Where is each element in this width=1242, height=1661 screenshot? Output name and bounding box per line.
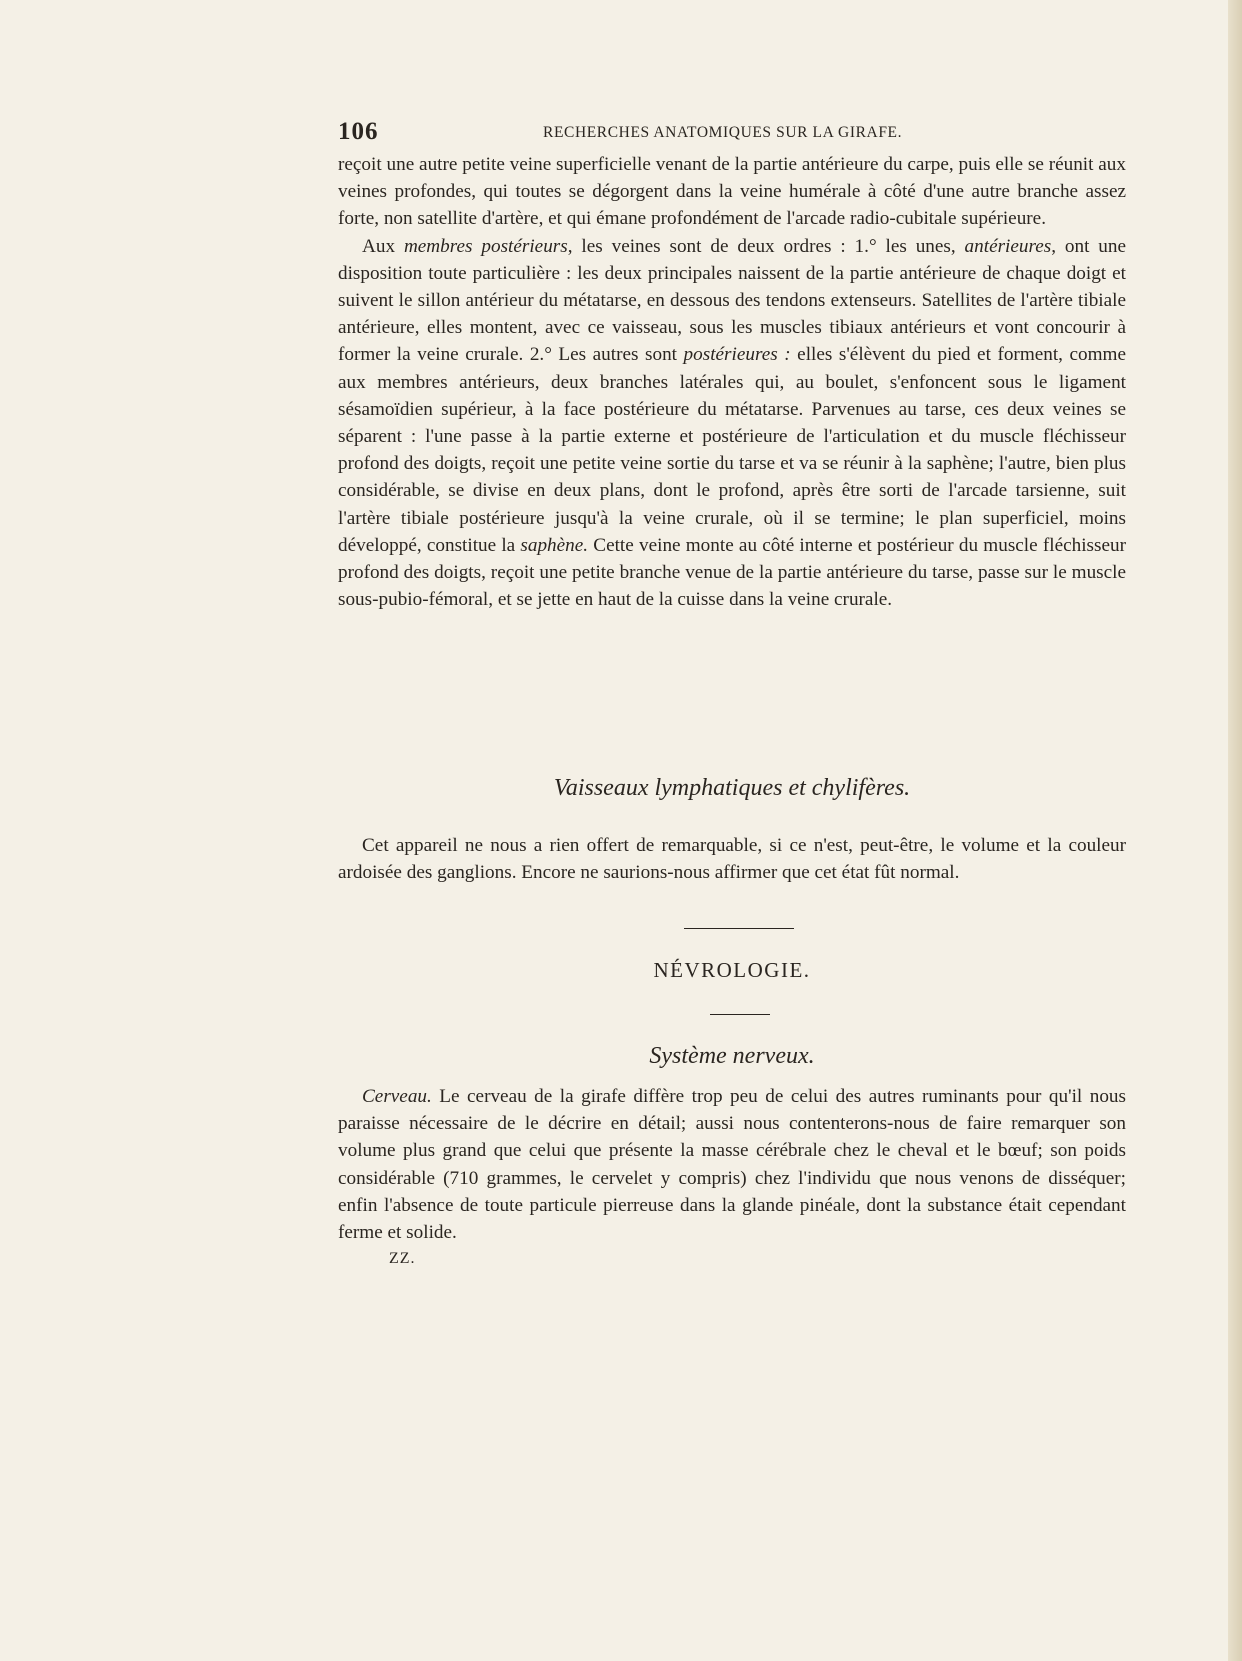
nervous-section	[338, 1083, 1126, 1246]
nervous-section-title: Système nerveux.	[649, 1043, 815, 1069]
lymph-section	[338, 832, 1126, 886]
page-number: 106	[338, 118, 379, 145]
signature-mark: ZZ.	[389, 1250, 416, 1267]
veins-p2-start: Aux	[362, 235, 404, 257]
running-head: RECHERCHES ANATOMIQUES SUR LA GIRAFE.	[543, 124, 903, 141]
veins-p2-term-3: postérieures :	[683, 344, 791, 366]
page-header	[338, 118, 1128, 148]
lymph-paragraph: Cet appareil ne nous a rien offert de remarquable, si ce n'est, peut-être, le volume et la couleur ardoisée des ganglions. Encore ne saurions-nous affirmer que cet état fût normal.	[338, 835, 1126, 884]
veins-section	[338, 151, 1126, 613]
lymph-section-title: Vaisseaux lymphatiques et chylifères.	[553, 775, 911, 801]
veins-p2-text-2: , ont une disposition toute particulière : les deux principales naissent de la partie antérieure de chaque doigt et suivent le sillon antérieur du métatarse, en dessous des tendons extenseurs. Satellites de l'artère tibiale antérieure, elles montent, avec ce vaisseau, sous les muscles tibiaux antérieurs et vont concourir à former la veine crurale. 2.° Les autres sont	[338, 235, 1127, 366]
nervous-body: Le cerveau de la girafe diffère trop peu de celui des autres ruminants pour qu'il nous paraisse nécessaire de le décrire en détail; aussi nous contenterons-nous de faire remarquer son volume plus grand que celui que présente la masse cérébrale chez le cheval et le bœuf; son poids considérable (710 grammes, le cervelet y compris) chez l'individu que nous venons de disséquer; enfin l'absence de toute particule pierreuse dans la glande pinéale, dont la substance était cependant ferme et solide.	[338, 1086, 1126, 1244]
nervous-lead-term: Cerveau.	[362, 1086, 432, 1107]
veins-p2-end: Cette veine monte au côté interne et postérieur du muscle fléchisseur profond des doigts, reçoit une petite branche venue de la partie antérieure du tarse, passe sur le muscle sous-pubio-fémoral, et se jette en haut de la cuisse dans la veine crurale.	[338, 534, 1126, 611]
divider-rule-short	[710, 1014, 770, 1015]
veins-paragraph-2	[338, 233, 1126, 614]
veins-paragraph-1: reçoit une autre petite veine superficielle venant de la partie antérieure du carpe, puis elle se réunit aux veines profondes, qui toutes se dégorgent dans la veine humérale à côté d'une autre branche assez forte, non satellite d'artère, et qui émane profondément de l'arcade radio-cubitale supérieure.	[338, 154, 1126, 230]
nervous-paragraph	[338, 1083, 1126, 1246]
chapter-title: NÉVROLOGIE.	[653, 958, 811, 982]
divider-rule	[684, 928, 794, 929]
veins-p2-term-1: membres postérieurs	[403, 235, 568, 257]
veins-p2-term-2: antérieures	[964, 235, 1052, 257]
veins-p2-text-1: , les veines sont de deux ordres : 1.° les unes,	[567, 235, 965, 257]
veins-p2-term-4: saphène.	[520, 534, 589, 556]
page-edge	[1228, 0, 1242, 1661]
veins-p2-text-3: elles s'élèvent du pied et forment, comme aux membres antérieurs, deux branches latérales qui, au boulet, s'enfoncent sous le ligament sésamoïdien supérieur, à la face postérieure du métatarse. Parvenues au tarse, ces deux veines se séparent : l'une passe à la partie externe et postérieure de l'articulation et du muscle fléchisseur profond des doigts, reçoit une petite veine sortie du tarse et va se réunir à la saphène; l'autre, bien plus considérable, se divise en deux plans, dont le profond, après être sorti de l'arcade tarsienne, suit l'artère tibiale postérieure jusqu'à la veine crurale, où il se termine; le plan superficiel, moins développé, constitue la	[338, 344, 1126, 556]
